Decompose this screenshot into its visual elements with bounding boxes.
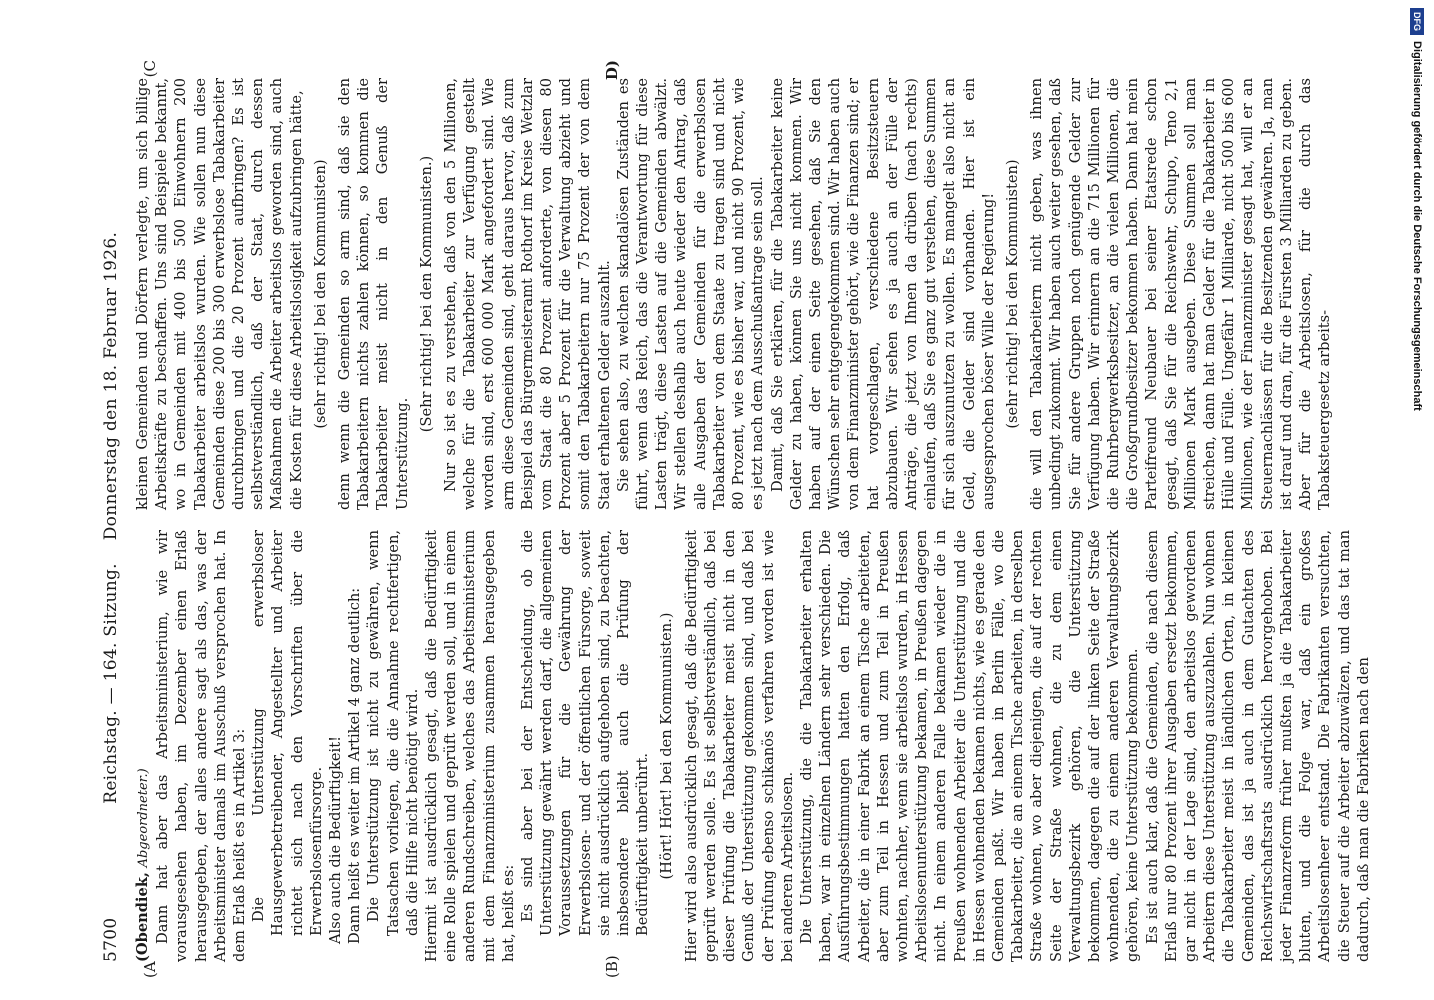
margin-mark-d: D) [603, 60, 621, 81]
paragraph: Dann heißt es weiter im Artikel 4 ganz deutlich: [346, 587, 364, 944]
right-column [133, 78, 1373, 510]
running-head [101, 78, 129, 962]
paragraph: Hiermit ist ausdrücklich gesagt, daß die Bedürftigkeit eine Rolle spielen und geprüft werden soll, und in einem anderen Rundschreiben, welches das Arbeitsministerium mit dem Finanzministerium zusammen herausgegeben hat, heißt es: [423, 530, 517, 962]
credit-text: Digitalisierung gefördert durch die Deutsche Forschungsgemeinschaft [1411, 41, 1423, 411]
paragraph: Es ist auch klar, daß die Gemeinden, die nach diesem Erlaß nur 80 Prozent ihrer Ausgaben ersetzt bekommen, gar nicht in der Lage sind, den arbeitslos gewordenen Arbeitern diese Unterstützung auszuzahlen. Nun wohnen die Tabakarbeiter meist in ländlichen Orten, in kleinen Gemeinden, das ist ja auch in dem Gutachten des Reichswirtschaftsrats ausdrücklich hervorgehoben. Bei jeder Finanzreform früher mußten ja die Tabakarbeiter bluten, und die Folge war, daß ein großes Arbeitslosenheer entstand. Die Fabrikanten versuchten, die Steuer auf die Arbeiter abzuwälzen, und das tat man dadurch, daß man die Fabriken nach den [1143, 530, 1372, 962]
margin-mark-c: (C [141, 60, 159, 78]
quote: Die Unterstützung ist nicht zu gewähren, wenn Tatsachen vorliegen, die die Annahme rechtfertigen, daß die Hilfe nicht benötigt wird. [365, 530, 421, 936]
paragraph: denn wenn die Gemeinden so arm sind, daß sie den Tabakarbeitern nichts zahlen können, so kommen die Tabakarbeiter meist nicht in den Genuß der Unterstützung. [336, 78, 411, 510]
paragraph: Nur so ist es zu verstehen, daß von den 5 Millionen, welche für die Tabakarbeiter zur Verfügung gestellt worden sind, erst 600 000 Mark angefordert sind. Wie arm diese Gemeinden sind, geht daraus hervor, daß zum Beispiel das Bürgermeisteramt Rothorf im Kreise Wetzlar vom Staat die 80 Prozent anforderte, von diesen 80 Prozent aber 5 Prozent für die Verwaltung abzieht und somit den Tabakarbeitern nur 75 Prozent der von dem Staat erhaltenen Gelder auszahlt. [442, 78, 613, 510]
dfg-logo-icon: DFG [1410, 8, 1424, 35]
paragraph: Die Unterstützung, die die Tabakarbeiter erhalten haben, war in einzelnen Ländern sehr verschieden. Die Ausführungsbestimmungen hatten den Erfolg, daß Arbeiter, die in einer Fabrik an einem Tische arbeiteten, aber zum Teil in Hessen und zum Teil in Preußen wohnten, nachher, wenn sie arbeitslos wurden, in Hessen Arbeitslosenunterstützung bekamen, in Preußen dagegen nicht. In einem anderen Falle bekamen wieder die in Preußen wohnenden Arbeiter die Unterstützung und die in Hessen wohnenden bekamen nichts, wie es gerade den Gemeinden paßt. Wir haben in Berlin Fälle, wo die Tabakarbeiter, die an einem Tische arbeiten, in derselben Straße wohnen, wo aber diejenigen, die auf der rechten Seite der Straße wohnen, die zu dem einen Verwaltungsbezirk gehören, die Unterstützung bekommen, dagegen die auf der linken Seite der Straße wohnenden, die zu einem anderen Verwaltungsbezirk gehören, keine Unterstützung bekommen. [797, 530, 1142, 962]
paragraph: Sie sehen also, zu welchen skandalösen Zuständen es führt, wenn das Reich, das die Verantwortung für diese Lasten trägt, diese Lasten auf die Gemeinden abwälzt. Wir stellen deshalb auch heute wieder den Antrag, daß alle Ausgaben der Gemeinden für die erwerbslosen Tabakarbeiter von dem Staate zu tragen sind und nicht 80 Prozent, wie es bisher war, und nicht 90 Prozent, wie es jetzt nach dem Ausschußantrage sein soll. [614, 78, 767, 510]
interjection: (Sehr richtig! bei den Kommunisten.) [417, 155, 435, 433]
speaker-name: (Obendiek, [134, 872, 151, 962]
interjection: (Hört! Hört! bei den Kommunisten.) [658, 612, 676, 880]
text-columns [133, 60, 1373, 978]
session-date: Donnerstag den 18. Februar 1926. [101, 231, 121, 541]
session-name: Reichstag. — 164. Sitzung. [101, 563, 121, 804]
scanned-page [95, 60, 1425, 980]
paragraph: die will den Tabakarbeitern nicht geben, was ihnen unbedingt zukommt. Wir haben auch weiter gesehen, daß Sie für andere Gruppen noch genügende Gelder zur Verfügung haben. Wir erinnern an die 715 Millionen für die Ruhrbergwerksbesitzer, an die vielen Millionen, die die Großgrundbesitzer bekommen haben. Dann hat mein Parteifreund Neubauer bei seiner Etatsrede schon gesagt, daß Sie für die Reichswehr, Schupo, Teno 2,1 Millionen Mark ausgeben. Diese Summen soll man streichen, dann hat man Gelder für die Tabakarbeiter in Hülle und Fülle. Ungefähr 1 Milliarde, nicht 500 bis 600 Millionen, wie der Finanzminister gesagt hat, will er an Steuernachlässen für die Besitzenden gewähren. Ja, man ist drauf und dran, für die Fürsten 3 Milliarden zu geben. Aber für die Arbeitslosen, für die durch das Tabaksteuergesetz arbeits- [1028, 78, 1334, 510]
left-column [133, 530, 1373, 962]
margin-mark-b: (B) [603, 955, 621, 978]
paragraph: Dann hat aber das Arbeitsministerium, wie wir vorausgesehen haben, im Dezember einen Erlaß herausgegeben, der alles andere sagt als das, was der Arbeitsminister damals im Ausschuß versprochen hat. In dem Erlaß heißt es in Artikel 3: [154, 530, 249, 962]
quote: Es sind aber bei der Entscheidung, ob die Unterstützung gewährt werden darf, die allgemeinen Voraussetzungen für die Gewährung der Erwerbslosen- und der öffentlichen Fürsorge, soweit sie nicht ausdrücklich aufgehoben sind, zu beachten, insbesondere bleibt auch die Prüfung der Bedürftigkeit unberührt. [519, 530, 652, 936]
quote: Die Unterstützung erwerbsloser Hausgewerbetreibender, Angestellter und Arbeiter richtet sich nach den Vorschriften über die Erwerbslosenfürsorge. [250, 530, 325, 936]
interjection: (sehr richtig! bei den Kommunisten) [311, 159, 329, 429]
paragraph: Also auch die Bedürftigkeit! [327, 736, 345, 944]
session-title [101, 232, 121, 804]
speaker-role: Abgeordneter.) [136, 768, 151, 868]
paragraph: Hier wird also ausdrücklich gesagt, daß die Bedürftigkeit geprüft werden solle. Es ist selbstverständlich, daß bei dieser Prüfung die Tabakarbeiter meist nicht in den Genuß der Unterstützung gekommen sind, und daß bei der Prüfung ebenso schikanös verfahren worden ist wie bei anderen Arbeitslosen. [682, 530, 796, 962]
page-number: 5700 [101, 917, 121, 962]
paragraph: Damit, daß Sie erklären, für die Tabakarbeiter keine Gelder zu haben, können Sie uns nicht kommen. Wir haben auf der einen Seite gesehen, daß Sie den Wünschen sehr entgegengekommen sind. Wir haben auch von dem Finanzminister gehört, wie die Finanzen sind; er hat vorgeschlagen, verschiedene Besitzsteuern abzubauen. Wir sehen es ja auch an der Fülle der Anträge, die jetzt von Ihnen da drüben (nach rechts) einlaufen, daß Sie es ganz gut verstehen, diese Summen für sich auszunutzen zu wollen. Es mangelt also nicht an Geld, die Gelder sind vorhanden. Hier ist ein ausgesprochen böser Wille der Regierung! [768, 78, 997, 510]
margin-mark-a: (A [141, 961, 159, 978]
speaker-line [133, 530, 153, 962]
digitization-credit [1405, 8, 1429, 992]
paragraph: kleinen Gemeinden und Dörfern verlegte, um sich billige Arbeitskräfte zu beschaffen. Uns sind Beispiele bekannt, wo in Gemeinden mit 400 bis 500 Einwohnern 200 Tabakarbeiter arbeitslos wurden. Wie sollen nun diese Gemeinden diese 200 bis 300 erwerbslose Tabakarbeiter durchbringen und die 20 Prozent aufbringen? Es ist selbstverständlich, daß der Staat, durch dessen Maßnahmen die Arbeiter arbeitslos geworden sind, auch die Kosten für diese Arbeitslosigkeit aufzubringen hätte, [134, 78, 305, 510]
interjection: (sehr richtig! bei den Kommunisten) [1003, 159, 1021, 429]
